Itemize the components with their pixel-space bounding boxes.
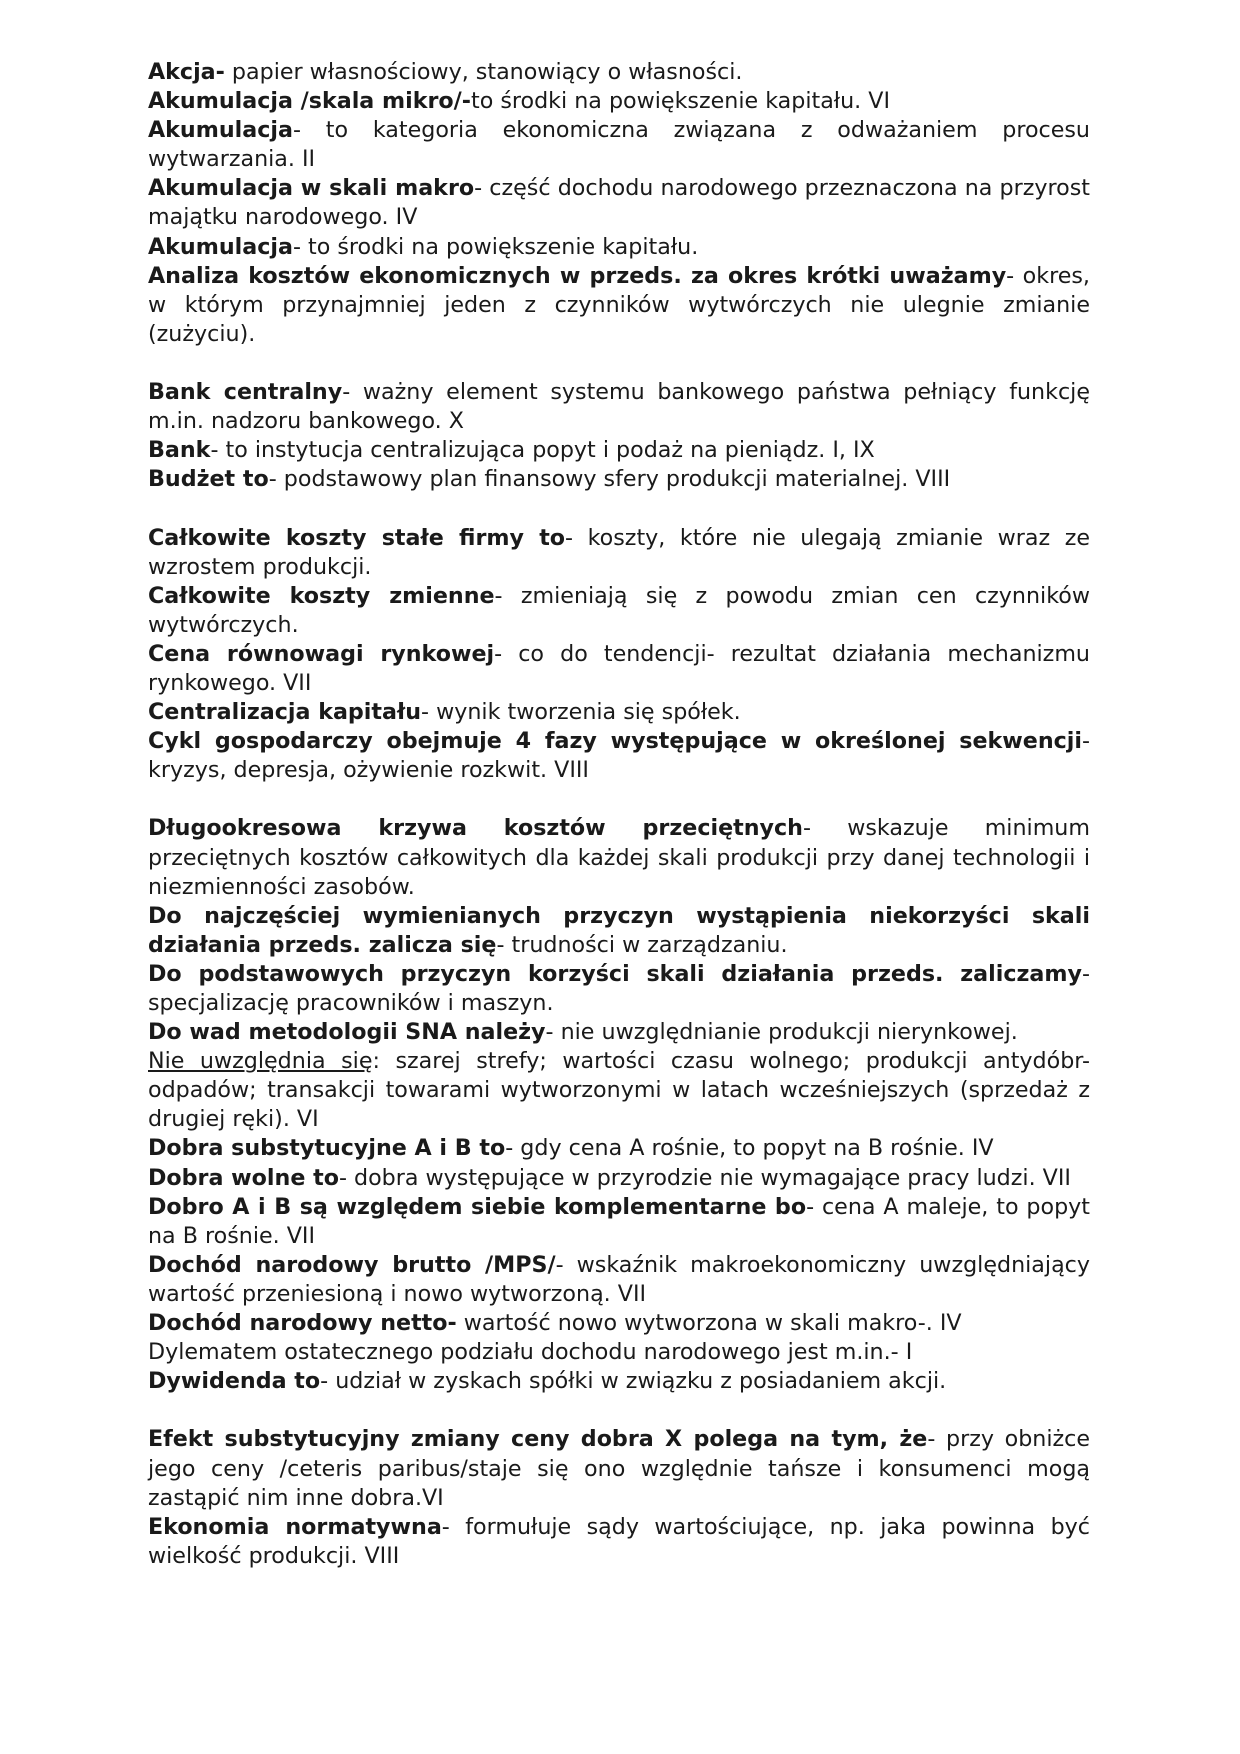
definition: - wskaźnik makroekonomiczny uwzględniający wartość przeniesioną i nowo wytworzoną. VII bbox=[148, 1251, 1090, 1307]
term: Bank centralny bbox=[148, 379, 343, 406]
entry-korzysci-skali bbox=[148, 960, 1090, 1018]
definition: - okres, w którym przynajmniej jeden z czynników wytwórczych nie ulegnie zmianie (zużyciu). bbox=[148, 262, 1090, 347]
entry-centralizacja bbox=[148, 698, 1090, 727]
definition: - wynik tworzenia się spółek. bbox=[421, 699, 741, 726]
term: Akumulacja /skala mikro/- bbox=[148, 88, 471, 115]
definition: - wskazuje minimum przeciętnych kosztów całkowitych dla każdej skali produkcji przy danej technologii i niezmienności zasobów. bbox=[148, 815, 1090, 900]
section-gap bbox=[148, 494, 1090, 523]
entry-bank-centralny bbox=[148, 378, 1090, 436]
entry-bank bbox=[148, 436, 1090, 465]
definition: - zmieniają się z powodu zmian cen czynników wytwórczych. bbox=[148, 582, 1090, 638]
definition: - kryzys, depresja, ożywienie rozkwit. VIII bbox=[148, 728, 1090, 784]
entry-dobra-substytucyjne bbox=[148, 1134, 1090, 1163]
term: Centralizacja kapitału bbox=[148, 699, 422, 726]
term: Do wad metodologii SNA należy bbox=[148, 1019, 546, 1046]
definition: to środki na powiększenie kapitału. VI bbox=[471, 88, 891, 115]
term: Dochód narodowy brutto /MPS/ bbox=[148, 1251, 556, 1278]
term: Dobra substytucyjne A i B to bbox=[148, 1135, 506, 1162]
definition: - gdy cena A rośnie, to popyt na B rośnie. IV bbox=[505, 1135, 994, 1162]
term: Ekonomia normatywna bbox=[148, 1513, 442, 1540]
definition: - koszty, które nie ulegają zmianie wraz ze wzrostem produkcji. bbox=[148, 524, 1090, 580]
section-gap bbox=[148, 785, 1090, 814]
entry-akcja bbox=[148, 58, 1090, 87]
entry-wady-sna bbox=[148, 1018, 1090, 1047]
entry-koszty-stale bbox=[148, 524, 1090, 582]
entry-ekonomia-normatywna bbox=[148, 1513, 1090, 1571]
definition: papier własnościowy, stanowiący o własności. bbox=[224, 59, 743, 85]
entry-cykl bbox=[148, 727, 1090, 785]
entry-analiza-kosztow bbox=[148, 262, 1090, 349]
term: Budżet to bbox=[148, 466, 269, 493]
entry-dywidenda bbox=[148, 1367, 1090, 1396]
entry-cena-rownowagi bbox=[148, 640, 1090, 698]
entry-akumulacja-mikro bbox=[148, 87, 1090, 116]
definition: - specjalizację pracowników i maszyn. bbox=[148, 960, 1090, 1016]
entry-akumulacja-kategoria bbox=[148, 116, 1090, 174]
section-gap bbox=[148, 349, 1090, 378]
term: Akumulacja w skali makro bbox=[148, 175, 475, 202]
term: Akcja- bbox=[148, 59, 225, 85]
term: Dochód narodowy netto- bbox=[148, 1310, 457, 1337]
term: Całkowite koszty stałe firmy to bbox=[148, 524, 566, 551]
definition: - to kategoria ekonomiczna związana z odważaniem procesu wytwarzania. II bbox=[148, 117, 1090, 173]
definition: - to środki na powiększenie kapitału. bbox=[292, 233, 699, 260]
definition: - udział w zyskach spółki w związku z posiadaniem akcji. bbox=[320, 1368, 947, 1395]
definition: : szarej strefy; wartości czasu wolnego; produkcji antydóbr- odpadów; transakcji towarami wytworzonymi w latach wcześniejszych (sprzedaż z drugiej ręki). VI bbox=[148, 1048, 1090, 1133]
entry-dochod-brutto bbox=[148, 1251, 1090, 1309]
entry-akumulacja-makro bbox=[148, 174, 1090, 232]
term: Cykl gospodarczy obejmuje 4 fazy występujące w określonej sekwencji bbox=[148, 728, 1082, 755]
underlined-lead: Nie uwzględnia się bbox=[148, 1048, 373, 1075]
definition: - trudności w zarządzaniu. bbox=[496, 931, 788, 958]
definition: - nie uwzględnianie produkcji nierynkowej. bbox=[545, 1019, 1018, 1046]
term: Całkowite koszty zmienne bbox=[148, 582, 495, 609]
term: Dywidenda to bbox=[148, 1368, 321, 1395]
definition: - cena A maleje, to popyt na B rośnie. VII bbox=[148, 1193, 1090, 1249]
term: Dobra wolne to bbox=[148, 1164, 339, 1191]
entry-niekorzysci-skali bbox=[148, 902, 1090, 960]
term: Do podstawowych przyczyn korzyści skali działania przeds. zaliczamy bbox=[148, 960, 1082, 987]
plain-text: Dylematem ostatecznego podziału dochodu narodowego jest m.in.- I bbox=[148, 1339, 913, 1366]
term: Długookresowa krzywa kosztów przeciętnych bbox=[148, 815, 803, 842]
definition: - dobra występujące w przyrodzie nie wymagające pracy ludzi. VII bbox=[338, 1164, 1071, 1191]
entry-dobra-wolne bbox=[148, 1164, 1090, 1193]
definition: - podstawowy plan finansowy sfery produkcji materialnej. VIII bbox=[268, 466, 951, 493]
entry-dobra-komplementarne bbox=[148, 1193, 1090, 1251]
definition: - co do tendencji- rezultat działania mechanizmu rynkowego. VII bbox=[148, 640, 1090, 696]
entry-dylemat bbox=[148, 1338, 1090, 1367]
definition: wartość nowo wytworzona w skali makro-. IV bbox=[456, 1310, 962, 1337]
entry-efekt-substytucyjny bbox=[148, 1425, 1090, 1512]
entry-koszty-zmienne bbox=[148, 582, 1090, 640]
entry-krzywa-kosztow bbox=[148, 814, 1090, 901]
definition: - ważny element systemu bankowego państwa pełniący funkcję m.in. nadzoru bankowego. X bbox=[148, 379, 1090, 435]
document-page bbox=[148, 58, 1090, 1571]
term: Akumulacja bbox=[148, 233, 293, 260]
term: Akumulacja bbox=[148, 117, 293, 144]
definition: - część dochodu narodowego przeznaczona na przyrost majątku narodowego. IV bbox=[148, 175, 1091, 231]
term: Efekt substytucyjny zmiany ceny dobra X polega na tym, że bbox=[148, 1426, 928, 1453]
term: Analiza kosztów ekonomicznych w przeds. za okres krótki uważamy bbox=[148, 262, 1007, 289]
term: Cena równowagi rynkowej bbox=[148, 640, 495, 667]
definition: - to instytucja centralizująca popyt i podaż na pieniądz. I, IX bbox=[210, 437, 875, 464]
definition: - przy obniżce jego ceny /ceteris paribus/staje się ono względnie tańsze i konsumenci mogą zastąpić nim inne dobra.VI bbox=[148, 1426, 1090, 1511]
entry-budzet bbox=[148, 465, 1090, 494]
term: Do najczęściej wymienianych przyczyn wystąpienia niekorzyści skali działania przeds. zalicza się bbox=[148, 902, 1090, 958]
entry-akumulacja-srodki bbox=[148, 233, 1090, 262]
entry-nie-uwzglednia bbox=[148, 1047, 1090, 1134]
term: Dobro A i B są względem siebie komplementarne bo bbox=[148, 1193, 807, 1220]
term: Bank bbox=[148, 437, 211, 464]
definition: - formułuje sądy wartościujące, np. jaka powinna być wielkość produkcji. VIII bbox=[148, 1513, 1090, 1569]
section-gap bbox=[148, 1396, 1090, 1425]
entry-dochod-netto bbox=[148, 1309, 1090, 1338]
